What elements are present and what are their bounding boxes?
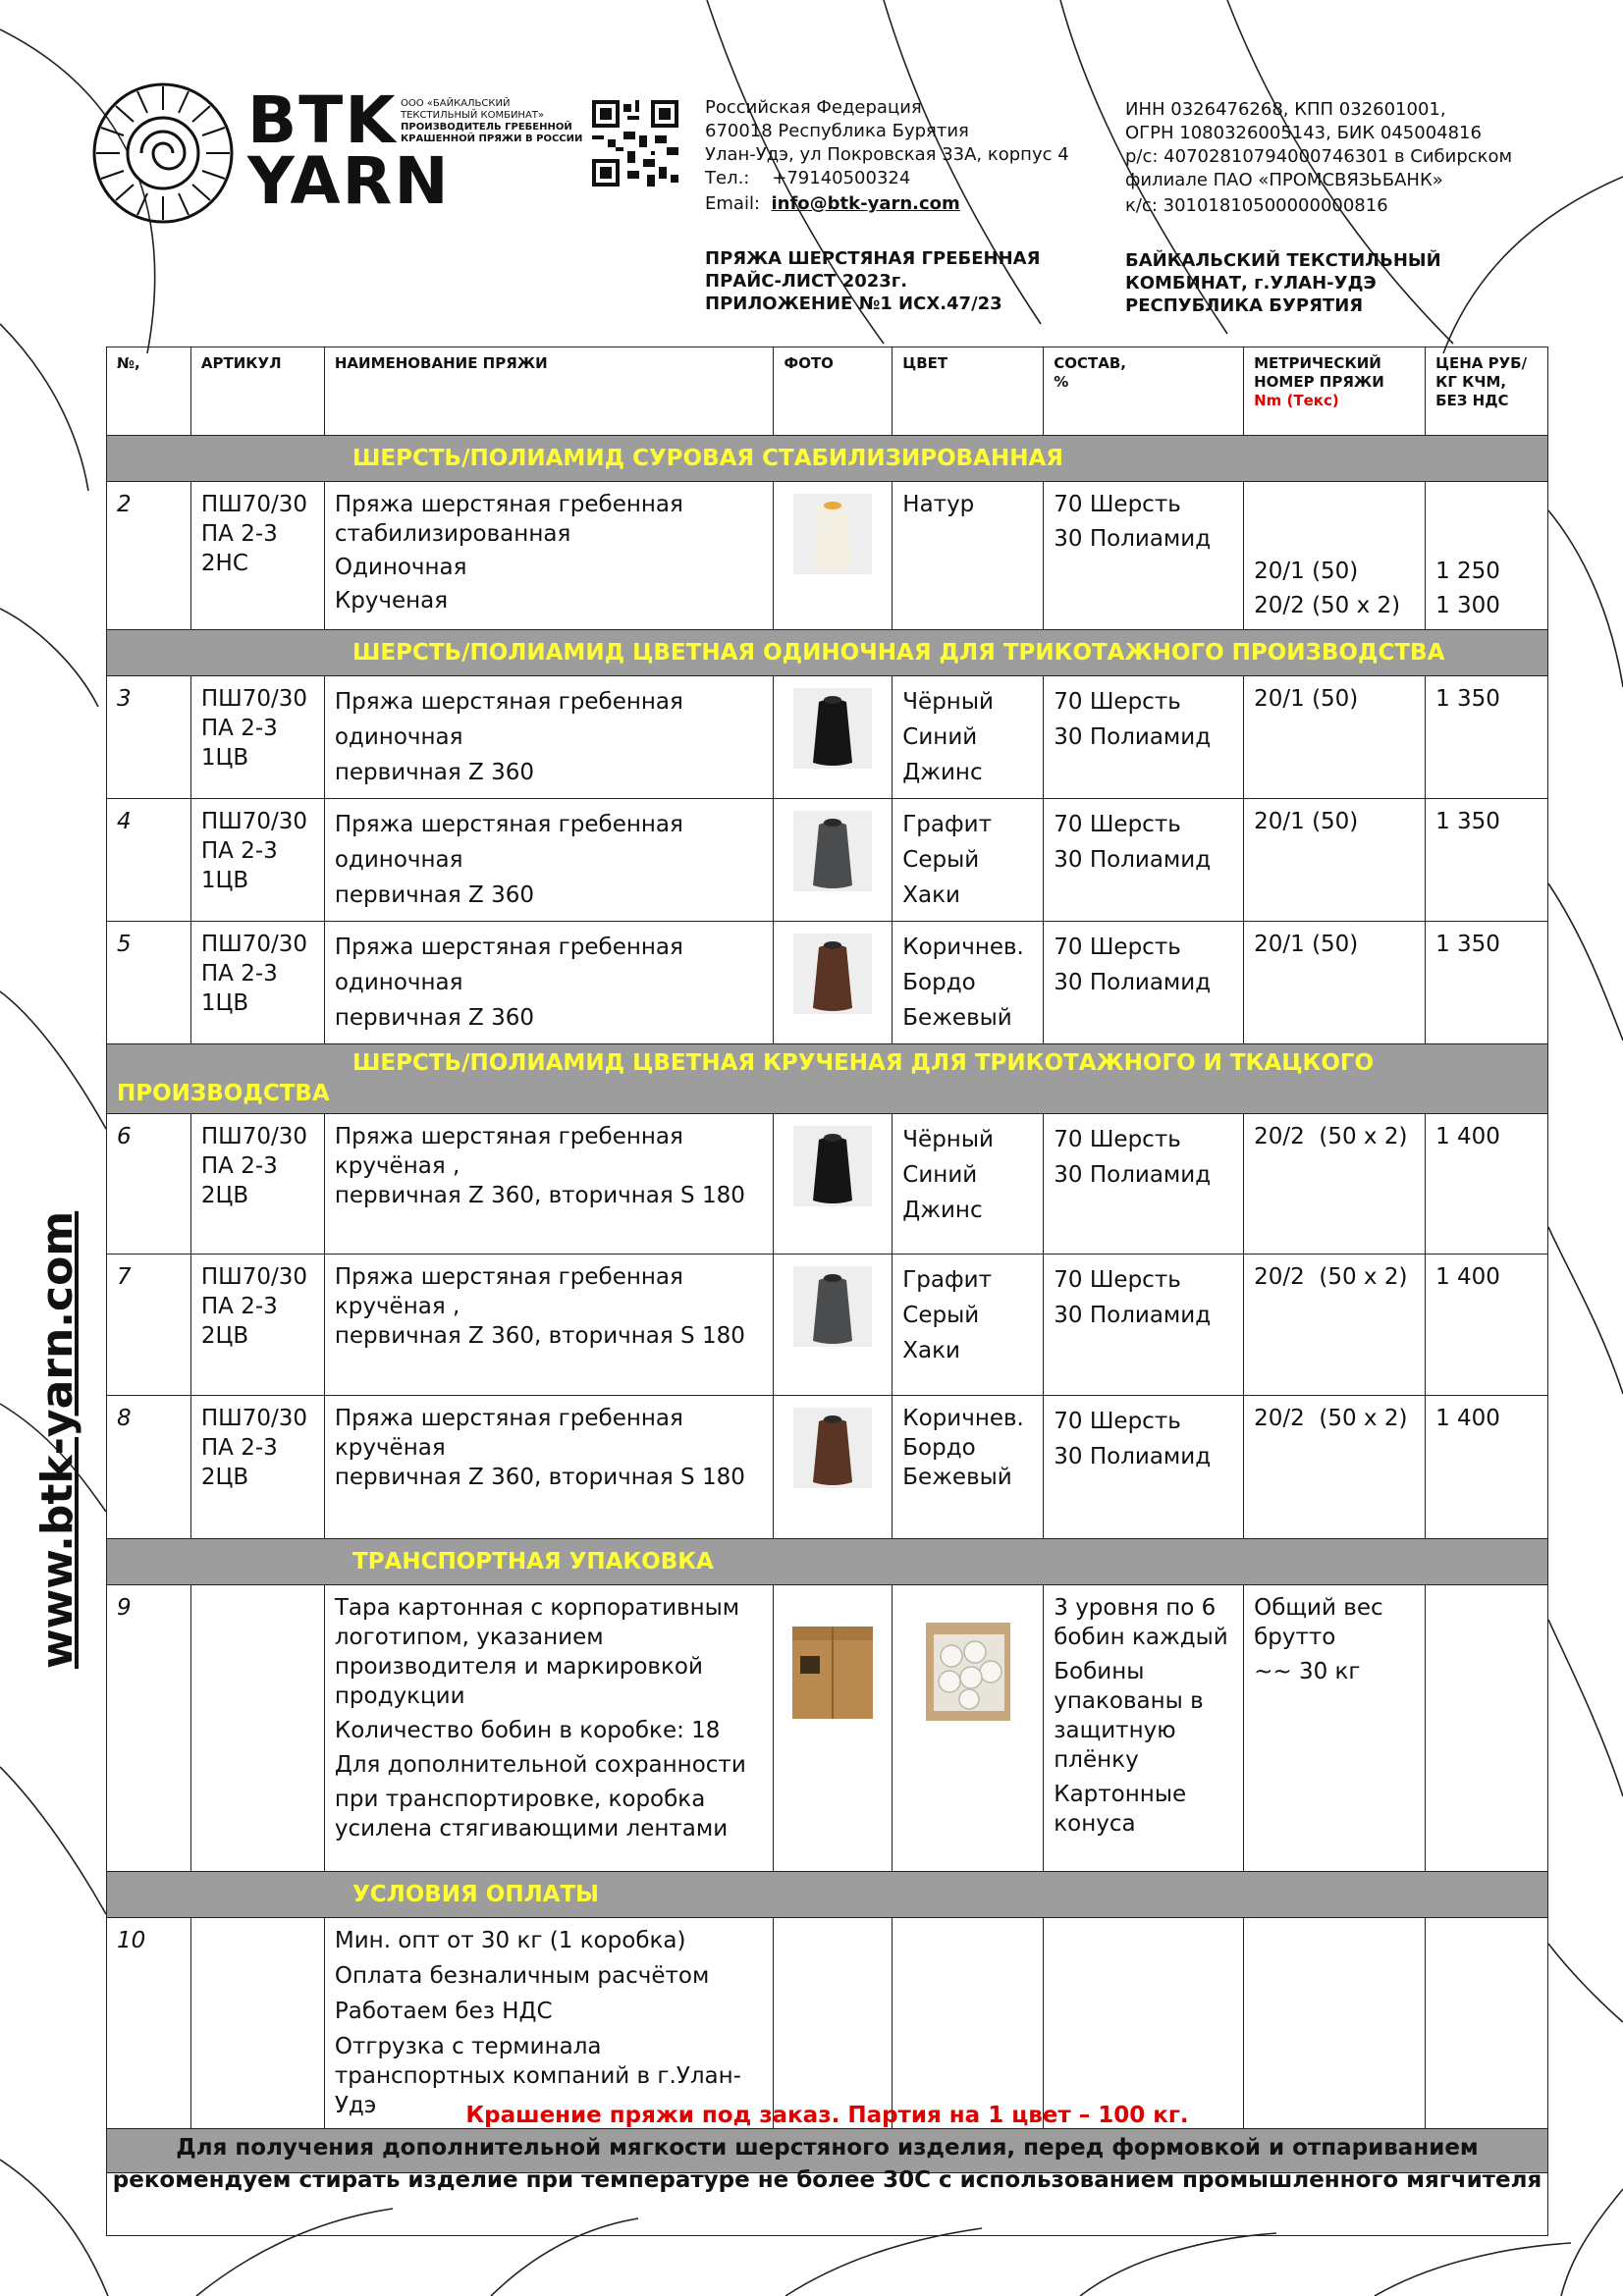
- section-band: [107, 436, 1548, 482]
- footer-care-note-2: рекомендуем стирать изделие при температуре не более 30С с использованием промышленного мягчителя: [112, 2167, 1542, 2193]
- composition-line: 3 уровня по 6 бобин каждый: [1054, 1595, 1228, 1650]
- color-line: Коричнев.: [902, 1406, 1024, 1431]
- organization-title: [1125, 249, 1441, 317]
- metric-line: 20/1 (50): [1254, 559, 1359, 584]
- row-composition: [1044, 1255, 1244, 1396]
- row-composition: [1044, 922, 1244, 1044]
- req-corr-account: к/с: 30101810500000000816: [1125, 195, 1388, 216]
- req-account: р/с: 40702810794000746301 в Сибирском: [1125, 146, 1513, 167]
- row-name: [324, 799, 773, 922]
- color-line: Синий: [902, 1162, 978, 1188]
- article-line: ПШ70/30: [200, 932, 308, 957]
- name-line: Пряжа шерстяная гребенная кручёная ,: [334, 1124, 683, 1179]
- name-line: Одиночная: [334, 555, 467, 580]
- row-color: [893, 922, 1044, 1044]
- color-line: Бежевый: [902, 1005, 1012, 1031]
- name-line: первичная Z 360, вторичная S 180: [334, 1323, 745, 1349]
- price-line: 1 300: [1435, 593, 1500, 618]
- row-price: 1 400: [1426, 1255, 1548, 1396]
- yarn-cone-photo: [793, 934, 872, 1014]
- row-article: [190, 1396, 324, 1539]
- color-line: Графит: [902, 812, 993, 837]
- row-photo: [774, 676, 893, 799]
- composition-line: 70 Шерсть: [1054, 1409, 1181, 1434]
- row-number: 8: [107, 1396, 191, 1539]
- color-line: Хаки: [902, 882, 960, 908]
- name-line: Количество бобин в коробке: 18: [334, 1718, 721, 1743]
- article-line: ПШ70/30: [200, 686, 308, 712]
- composition-line: 70 Шерсть: [1054, 689, 1181, 715]
- row-metric: 20/1 (50): [1244, 922, 1426, 1044]
- row-composition: [1044, 482, 1244, 630]
- metric-line: ~~ 30 кг: [1254, 1659, 1361, 1684]
- name-line: первичная Z 360: [334, 760, 534, 785]
- table-row: [107, 799, 1548, 922]
- article-line: 2ЦВ: [200, 1183, 249, 1208]
- org-line-2: КОМБИНАТ, г.УЛАН-УДЭ: [1125, 273, 1377, 294]
- row-price: 1 350: [1426, 799, 1548, 922]
- footer-care-note-1: Для получения дополнительной мягкости шерстяного изделия, перед формовкой и отпариванием: [176, 2135, 1479, 2161]
- color-line: Серый: [902, 847, 980, 873]
- row-number: 2: [107, 482, 191, 630]
- payment-line: Работаем без НДС: [334, 1999, 553, 2024]
- row-article: [190, 1114, 324, 1255]
- org-line-3: РЕСПУБЛИКА БУРЯТИЯ: [1125, 295, 1364, 316]
- price-table: [106, 347, 1548, 2173]
- title-line-3: ПРИЛОЖЕНИЕ №1 ИСХ.47/23: [705, 294, 1002, 314]
- metric-line: Общий вес брутто: [1254, 1595, 1383, 1650]
- address-country: Российская Федерация: [705, 97, 922, 118]
- composition-line: 30 Полиамид: [1054, 526, 1212, 552]
- row-metric: [1244, 482, 1426, 630]
- req-bank: филиале ПАО «ПРОМСВЯЗЬБАНК»: [1125, 170, 1443, 190]
- article-line: ПШ70/30: [200, 492, 308, 517]
- article-line: 1ЦВ: [200, 990, 249, 1016]
- row-color: [893, 482, 1044, 630]
- email-label: Email:: [705, 193, 761, 214]
- row-color: [893, 1114, 1044, 1255]
- composition-line: 70 Шерсть: [1054, 934, 1181, 960]
- yarn-cone-photo: [793, 1126, 872, 1206]
- section-band: [107, 1539, 1548, 1585]
- article-line: ПА 2-3: [200, 1435, 278, 1461]
- row-color: [893, 1585, 1044, 1872]
- payment-line: Оплата безналичным расчётом: [334, 1963, 710, 1989]
- name-line: Пряжа шерстяная гребенная кручёная ,: [334, 1264, 683, 1319]
- color-line: Бежевый: [902, 1465, 1012, 1490]
- header-metric-line: НОМЕР ПРЯЖИ: [1254, 373, 1384, 391]
- composition-line: 70 Шерсть: [1054, 1127, 1181, 1152]
- row-name: [324, 1114, 773, 1255]
- cardboard-box-photo: [790, 1623, 875, 1721]
- row-color: [893, 1396, 1044, 1539]
- row-name: [324, 676, 773, 799]
- name-line: Тара картонная с корпоративным логотипом, указанием производителя и маркировкой продукции: [334, 1595, 740, 1709]
- row-article: [190, 676, 324, 799]
- row-composition: [1044, 1114, 1244, 1255]
- name-line: первичная Z 360: [334, 1005, 534, 1031]
- header-price-line: БЕЗ НДС: [1435, 392, 1509, 409]
- color-line: Бордо: [902, 1435, 976, 1461]
- composition-line: 30 Полиамид: [1054, 970, 1212, 995]
- composition-line: 30 Полиамид: [1054, 1303, 1212, 1328]
- payment-line: Мин. опт от 30 кг (1 коробка): [334, 1928, 686, 1953]
- row-composition: [1044, 1585, 1244, 1872]
- article-line: ПА 2-3: [200, 1153, 278, 1179]
- logo-line-1: BTK: [247, 82, 398, 158]
- row-color: [893, 1255, 1044, 1396]
- row-photo: [774, 482, 893, 630]
- header-price: [1426, 347, 1548, 436]
- row-composition: [1044, 676, 1244, 799]
- section-band: [107, 630, 1548, 676]
- website-vertical-link[interactable]: www.btk-yarn.com: [32, 1210, 82, 1669]
- name-line: при транспортировке, коробка усилена стягивающими лентами: [334, 1787, 729, 1842]
- address-street: Улан-Удэ, ул Покровская 33А, корпус 4: [705, 144, 1069, 165]
- row-metric: [1244, 1585, 1426, 1872]
- row-price: 1 350: [1426, 922, 1548, 1044]
- header-no: №,: [107, 347, 191, 436]
- article-line: ПА 2-3: [200, 521, 278, 547]
- row-color: [893, 676, 1044, 799]
- row-article: [190, 1585, 324, 1872]
- header-price-line: ЦЕНА РУБ/: [1435, 354, 1528, 372]
- name-line: Пряжа шерстяная гребенная: [334, 492, 683, 517]
- composition-line: 30 Полиамид: [1054, 1162, 1212, 1188]
- yarn-cone-photo: [793, 688, 872, 769]
- table-row: [107, 482, 1548, 630]
- row-price: 1 400: [1426, 1396, 1548, 1539]
- row-article: [190, 799, 324, 922]
- section-band: [107, 1872, 1548, 1918]
- composition-line: 70 Шерсть: [1054, 1267, 1181, 1293]
- row-number: 6: [107, 1114, 191, 1255]
- name-line: Пряжа шерстяная гребенная кручёная: [334, 1406, 683, 1461]
- color-line: Натур: [902, 492, 975, 517]
- color-line: Чёрный: [902, 1127, 994, 1152]
- tagline-line: ПРОИЗВОДИТЕЛЬ ГРЕБЕННОЙ: [401, 122, 572, 133]
- table-row: [107, 676, 1548, 799]
- color-line: Джинс: [902, 1198, 983, 1223]
- header-composition-line: %: [1054, 373, 1069, 391]
- composition-line: 30 Полиамид: [1054, 724, 1212, 750]
- phone-line: [705, 167, 1098, 190]
- name-line: стабилизированная: [334, 521, 571, 547]
- color-line: Бордо: [902, 970, 976, 995]
- color-line: Чёрный: [902, 689, 994, 715]
- color-line: Серый: [902, 1303, 980, 1328]
- article-line: 2ЦВ: [200, 1323, 249, 1349]
- row-name: [324, 1255, 773, 1396]
- article-line: ПА 2-3: [200, 961, 278, 987]
- phone-label: Тел.:: [705, 168, 750, 188]
- row-article: [190, 482, 324, 630]
- name-line: Крученая: [334, 588, 449, 614]
- color-line: Хаки: [902, 1338, 960, 1363]
- price-line: 1 250: [1435, 559, 1500, 584]
- name-line: первичная Z 360, вторичная S 180: [334, 1465, 745, 1490]
- table-row: [107, 1396, 1548, 1539]
- row-price: 1 350: [1426, 676, 1548, 799]
- qr-code-icon[interactable]: [592, 100, 678, 187]
- row-composition: [1044, 799, 1244, 922]
- composition-line: 70 Шерсть: [1054, 812, 1181, 837]
- name-line: первичная Z 360, вторичная S 180: [334, 1183, 745, 1208]
- req-ogrn: ОГРН 1080326005143, БИК 045004816: [1125, 123, 1482, 143]
- article-line: ПА 2-3: [200, 716, 278, 741]
- address-region: 670018 Республика Бурятия: [705, 121, 969, 141]
- row-price: [1426, 1918, 1548, 2129]
- row-name: [324, 922, 773, 1044]
- row-color: [893, 1918, 1044, 2129]
- color-line: Джинс: [902, 760, 983, 785]
- row-photo: [774, 1396, 893, 1539]
- table-header-row: [107, 347, 1548, 436]
- payment-line: Отгрузка с терминала транспортных компаний в г.Улан-Удэ: [334, 2034, 741, 2118]
- box-with-bobbins-photo: [926, 1623, 1010, 1721]
- article-line: 1ЦВ: [200, 745, 249, 771]
- phone-number[interactable]: +79140500324: [772, 168, 911, 188]
- color-line: Коричнев.: [902, 934, 1024, 960]
- section-title: ТРАНСПОРТНАЯ УПАКОВКА: [352, 1548, 714, 1575]
- row-number: 5: [107, 922, 191, 1044]
- row-name: [324, 1918, 773, 2129]
- row-metric: 20/1 (50): [1244, 799, 1426, 922]
- header-metric-line: МЕТРИЧЕСКИЙ: [1254, 354, 1381, 372]
- header-article: АРТИКУЛ: [190, 347, 324, 436]
- row-color: [893, 799, 1044, 922]
- title-line-2: ПРАЙС-ЛИСТ 2023г.: [705, 271, 908, 292]
- yarn-cone-photo: [793, 494, 872, 574]
- row-photo: [774, 1585, 893, 1872]
- logo-line-2: YARN: [247, 143, 451, 219]
- table-row: [107, 1918, 1548, 2129]
- tagline-line: КРАШЕННОЙ ПРЯЖИ В РОССИИ: [401, 133, 583, 144]
- tagline-line: ТЕКСТИЛЬНЫЙ КОМБИНАТ»: [401, 110, 545, 121]
- email-line: [705, 192, 1098, 216]
- row-name: [324, 482, 773, 630]
- row-article: [190, 922, 324, 1044]
- table-row: [107, 1114, 1548, 1255]
- name-line: Для дополнительной сохранности: [334, 1752, 746, 1778]
- section-band: [107, 1044, 1548, 1114]
- composition-line: Картонные конуса: [1054, 1782, 1187, 1837]
- article-line: ПШ70/30: [200, 1406, 308, 1431]
- footer-notes: [106, 2100, 1548, 2197]
- article-line: ПА 2-3: [200, 1294, 278, 1319]
- metric-line: 20/2 (50 х 2): [1254, 593, 1401, 618]
- article-line: ПШ70/30: [200, 809, 308, 834]
- row-photo: [774, 1255, 893, 1396]
- article-line: 1ЦВ: [200, 868, 249, 893]
- row-number: 7: [107, 1255, 191, 1396]
- header-composition: [1044, 347, 1244, 436]
- address-block: [705, 96, 1098, 216]
- row-price: [1426, 482, 1548, 630]
- row-photo: [774, 799, 893, 922]
- section-title: ШЕРСТЬ/ПОЛИАМИД СУРОВАЯ СТАБИЛИЗИРОВАННАЯ: [352, 445, 1063, 471]
- row-price: 1 400: [1426, 1114, 1548, 1255]
- header-metric-unit: Nm (Текс): [1254, 392, 1339, 409]
- name-line: Пряжа шерстяная гребенная одиночная: [334, 689, 683, 750]
- name-line: Пряжа шерстяная гребенная одиночная: [334, 934, 683, 995]
- tagline-line: ООО «БАЙКАЛЬСКИЙ: [401, 98, 511, 109]
- row-number: 10: [107, 1918, 191, 2129]
- row-number: 3: [107, 676, 191, 799]
- composition-line: 70 Шерсть: [1054, 492, 1181, 517]
- logo-tagline: [401, 98, 582, 145]
- table-row: [107, 1255, 1548, 1396]
- article-line: ПШ70/30: [200, 1124, 308, 1149]
- composition-line: 30 Полиамид: [1054, 847, 1212, 873]
- document-title: [705, 247, 1040, 315]
- row-name: [324, 1585, 773, 1872]
- yarn-cone-photo: [793, 811, 872, 891]
- email-link[interactable]: info@btk-yarn.com: [771, 193, 960, 214]
- row-number: 4: [107, 799, 191, 922]
- article-line: ПШ70/30: [200, 1264, 308, 1290]
- section-title: УСЛОВИЯ ОПЛАТЫ: [352, 1881, 599, 1907]
- header-price-line: КГ КЧМ,: [1435, 373, 1507, 391]
- row-price: [1426, 1585, 1548, 1872]
- header-name: НАИМЕНОВАНИЕ ПРЯЖИ: [324, 347, 773, 436]
- row-number: 9: [107, 1585, 191, 1872]
- color-line: Графит: [902, 1267, 993, 1293]
- header-photo: ФОТО: [774, 347, 893, 436]
- section-title: ШЕРСТЬ/ПОЛИАМИД ЦВЕТНАЯ КРУЧЕНАЯ ДЛЯ ТРИКОТАЖНОГО И ТКАЦКОГО ПРОИЗВОДСТВА: [117, 1050, 1375, 1106]
- row-metric: 20/2 (50 х 2): [1244, 1396, 1426, 1539]
- row-article: [190, 1255, 324, 1396]
- row-metric: 20/2 (50 х 2): [1244, 1255, 1426, 1396]
- header-metric: [1244, 347, 1426, 436]
- article-line: 2ЦВ: [200, 1465, 249, 1490]
- row-photo: [774, 1918, 893, 2129]
- article-line: ПА 2-3: [200, 838, 278, 864]
- yarn-cone-photo: [793, 1408, 872, 1488]
- title-line-1: ПРЯЖА ШЕРСТЯНАЯ ГРЕБЕННАЯ: [705, 248, 1041, 269]
- composition-line: Бобины упакованы в защитную плёнку: [1054, 1659, 1204, 1773]
- yarn-cone-photo: [793, 1266, 872, 1347]
- composition-line: 30 Полиамид: [1054, 1444, 1212, 1469]
- row-metric: 20/1 (50): [1244, 676, 1426, 799]
- row-photo: [774, 922, 893, 1044]
- table-row: [107, 1585, 1548, 1872]
- row-metric: [1244, 1918, 1426, 2129]
- article-line: 2НС: [200, 551, 248, 576]
- table-row: [107, 922, 1548, 1044]
- row-metric: 20/2 (50 х 2): [1244, 1114, 1426, 1255]
- row-name: [324, 1396, 773, 1539]
- ram-logo-icon: [90, 80, 236, 226]
- header-color: ЦВЕТ: [893, 347, 1044, 436]
- row-article: [190, 1918, 324, 2129]
- name-line: первичная Z 360: [334, 882, 534, 908]
- row-composition: [1044, 1396, 1244, 1539]
- req-inn: ИНН 0326476268, КПП 032601001,: [1125, 99, 1446, 120]
- color-line: Синий: [902, 724, 978, 750]
- footer-dyeing-note: Крашение пряжи под заказ. Партия на 1 цвет – 100 кг.: [465, 2103, 1189, 2128]
- section-title: ШЕРСТЬ/ПОЛИАМИД ЦВЕТНАЯ ОДИНОЧНАЯ ДЛЯ ТРИКОТАЖНОГО ПРОИЗВОДСТВА: [352, 639, 1445, 666]
- bank-requisites: [1125, 98, 1538, 218]
- header-composition-line: СОСТАВ,: [1054, 354, 1126, 372]
- org-line-1: БАЙКАЛЬСКИЙ ТЕКСТИЛЬНЫЙ: [1125, 250, 1441, 271]
- row-composition: [1044, 1918, 1244, 2129]
- name-line: Пряжа шерстяная гребенная одиночная: [334, 812, 683, 873]
- row-photo: [774, 1114, 893, 1255]
